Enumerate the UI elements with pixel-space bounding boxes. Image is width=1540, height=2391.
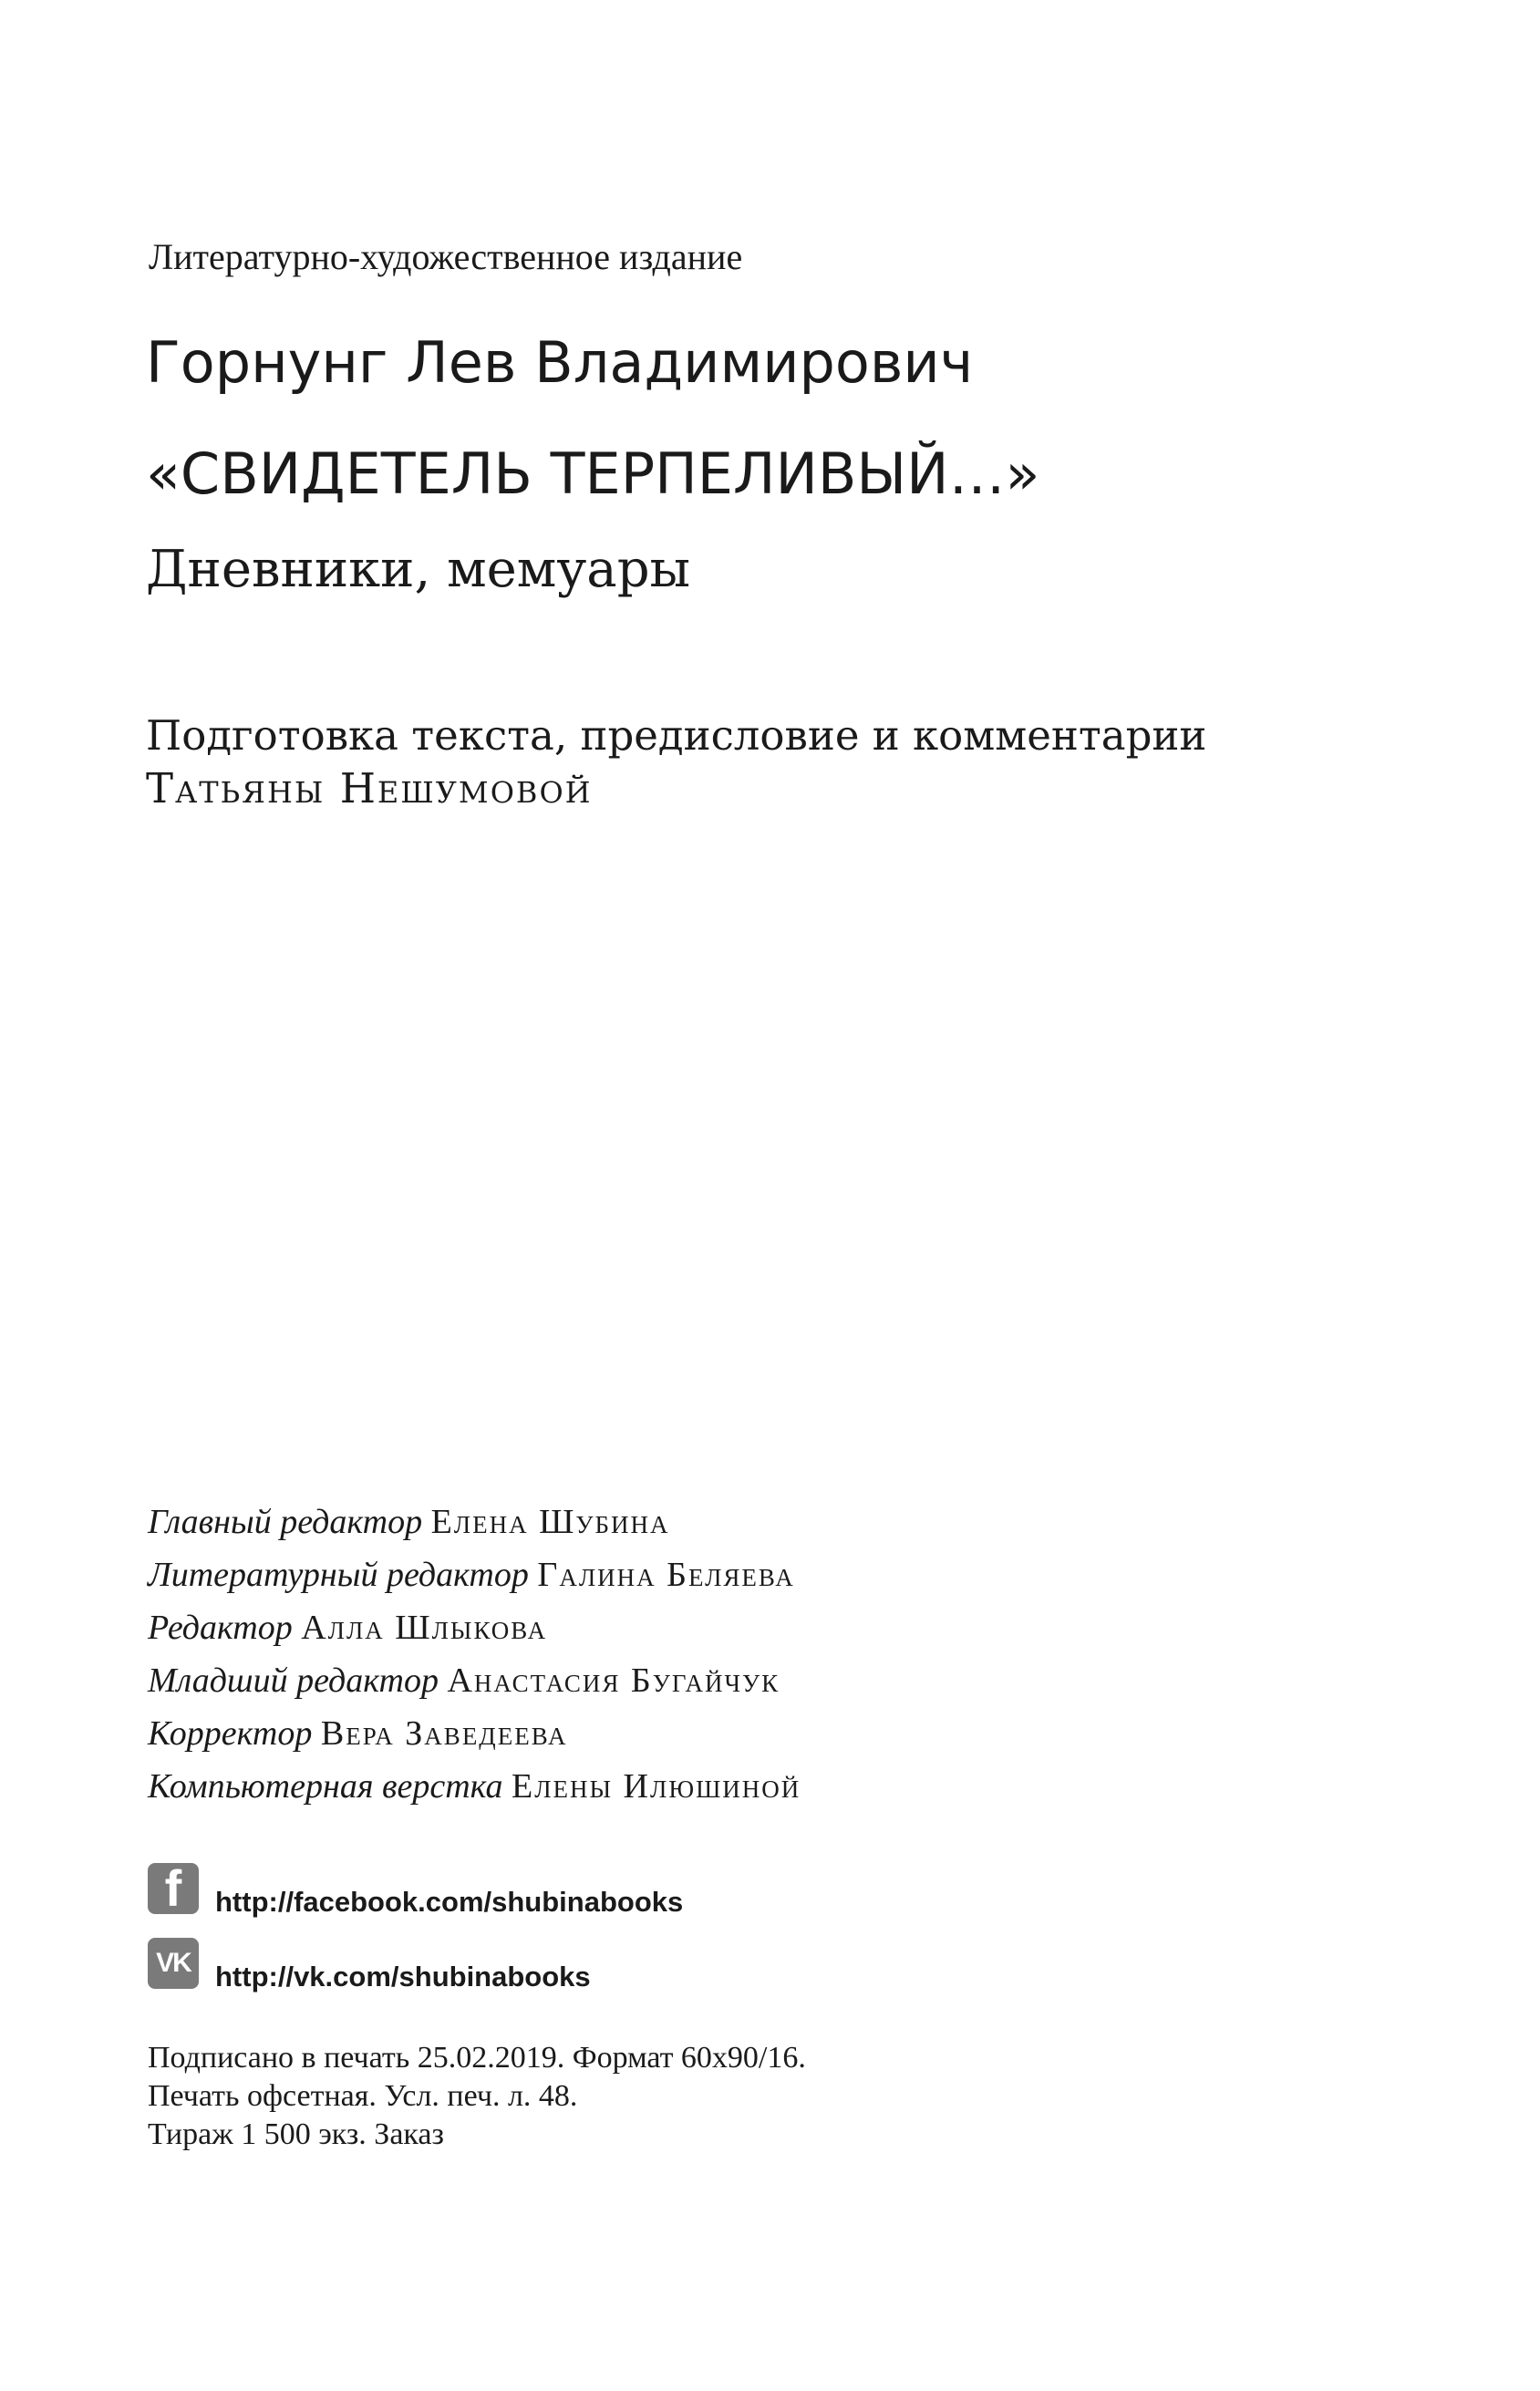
vk-link-row	[148, 1933, 591, 1993]
staff-role: Литературный редактор	[148, 1556, 529, 1594]
vk-icon: VK	[148, 1938, 199, 1989]
print-info-line: Тираж 1 500 экз. Заказ	[148, 2117, 444, 2151]
preparation-credit	[146, 709, 1206, 815]
print-info-line: Печать офсетная. Усл. печ. л. 48.	[148, 2079, 578, 2113]
facebook-link[interactable]: http://facebook.com/shubinabooks	[215, 1886, 684, 1918]
preparation-name: Татьяны Нешумовой	[146, 764, 593, 813]
staff-role: Младший редактор	[148, 1661, 439, 1700]
staff-item	[148, 1496, 801, 1548]
staff-item	[148, 1707, 801, 1760]
staff-person: Елена Шубина	[430, 1503, 670, 1541]
edition-type: Литературно-художественное издание	[149, 236, 743, 277]
staff-person: Алла Шлыкова	[301, 1609, 548, 1647]
facebook-icon: f	[148, 1863, 199, 1914]
staff-role: Редактор	[148, 1609, 293, 1647]
staff-item	[148, 1760, 801, 1813]
staff-list	[148, 1496, 801, 1813]
staff-person: Анастасия Бугайчук	[447, 1661, 780, 1700]
vk-link[interactable]: http://vk.com/shubinabooks	[215, 1961, 591, 1992]
staff-person: Галина Беляева	[537, 1556, 795, 1594]
staff-role: Компьютерная верстка	[148, 1767, 503, 1806]
author-name: Горнунг Лев Владимирович	[146, 329, 974, 396]
staff-person: Елены Илюшиной	[512, 1767, 801, 1806]
staff-role: Главный редактор	[148, 1503, 423, 1541]
preparation-line: Подготовка текста, предисловие и комментарии	[146, 711, 1207, 760]
staff-item	[148, 1601, 801, 1654]
book-subtitle: Дневники, мемуары	[146, 540, 691, 599]
print-info-line: Подписано в печать 25.02.2019. Формат 60х90/16.	[148, 2041, 806, 2075]
staff-item	[148, 1654, 801, 1707]
book-title: «СВИДЕТЕЛЬ ТЕРПЕЛИВЫЙ…»	[146, 440, 1040, 507]
print-info	[148, 2039, 806, 2154]
staff-person: Вера Заведеева	[320, 1714, 568, 1753]
staff-role: Корректор	[148, 1714, 313, 1753]
staff-item	[148, 1548, 801, 1601]
facebook-link-row	[148, 1858, 683, 1919]
